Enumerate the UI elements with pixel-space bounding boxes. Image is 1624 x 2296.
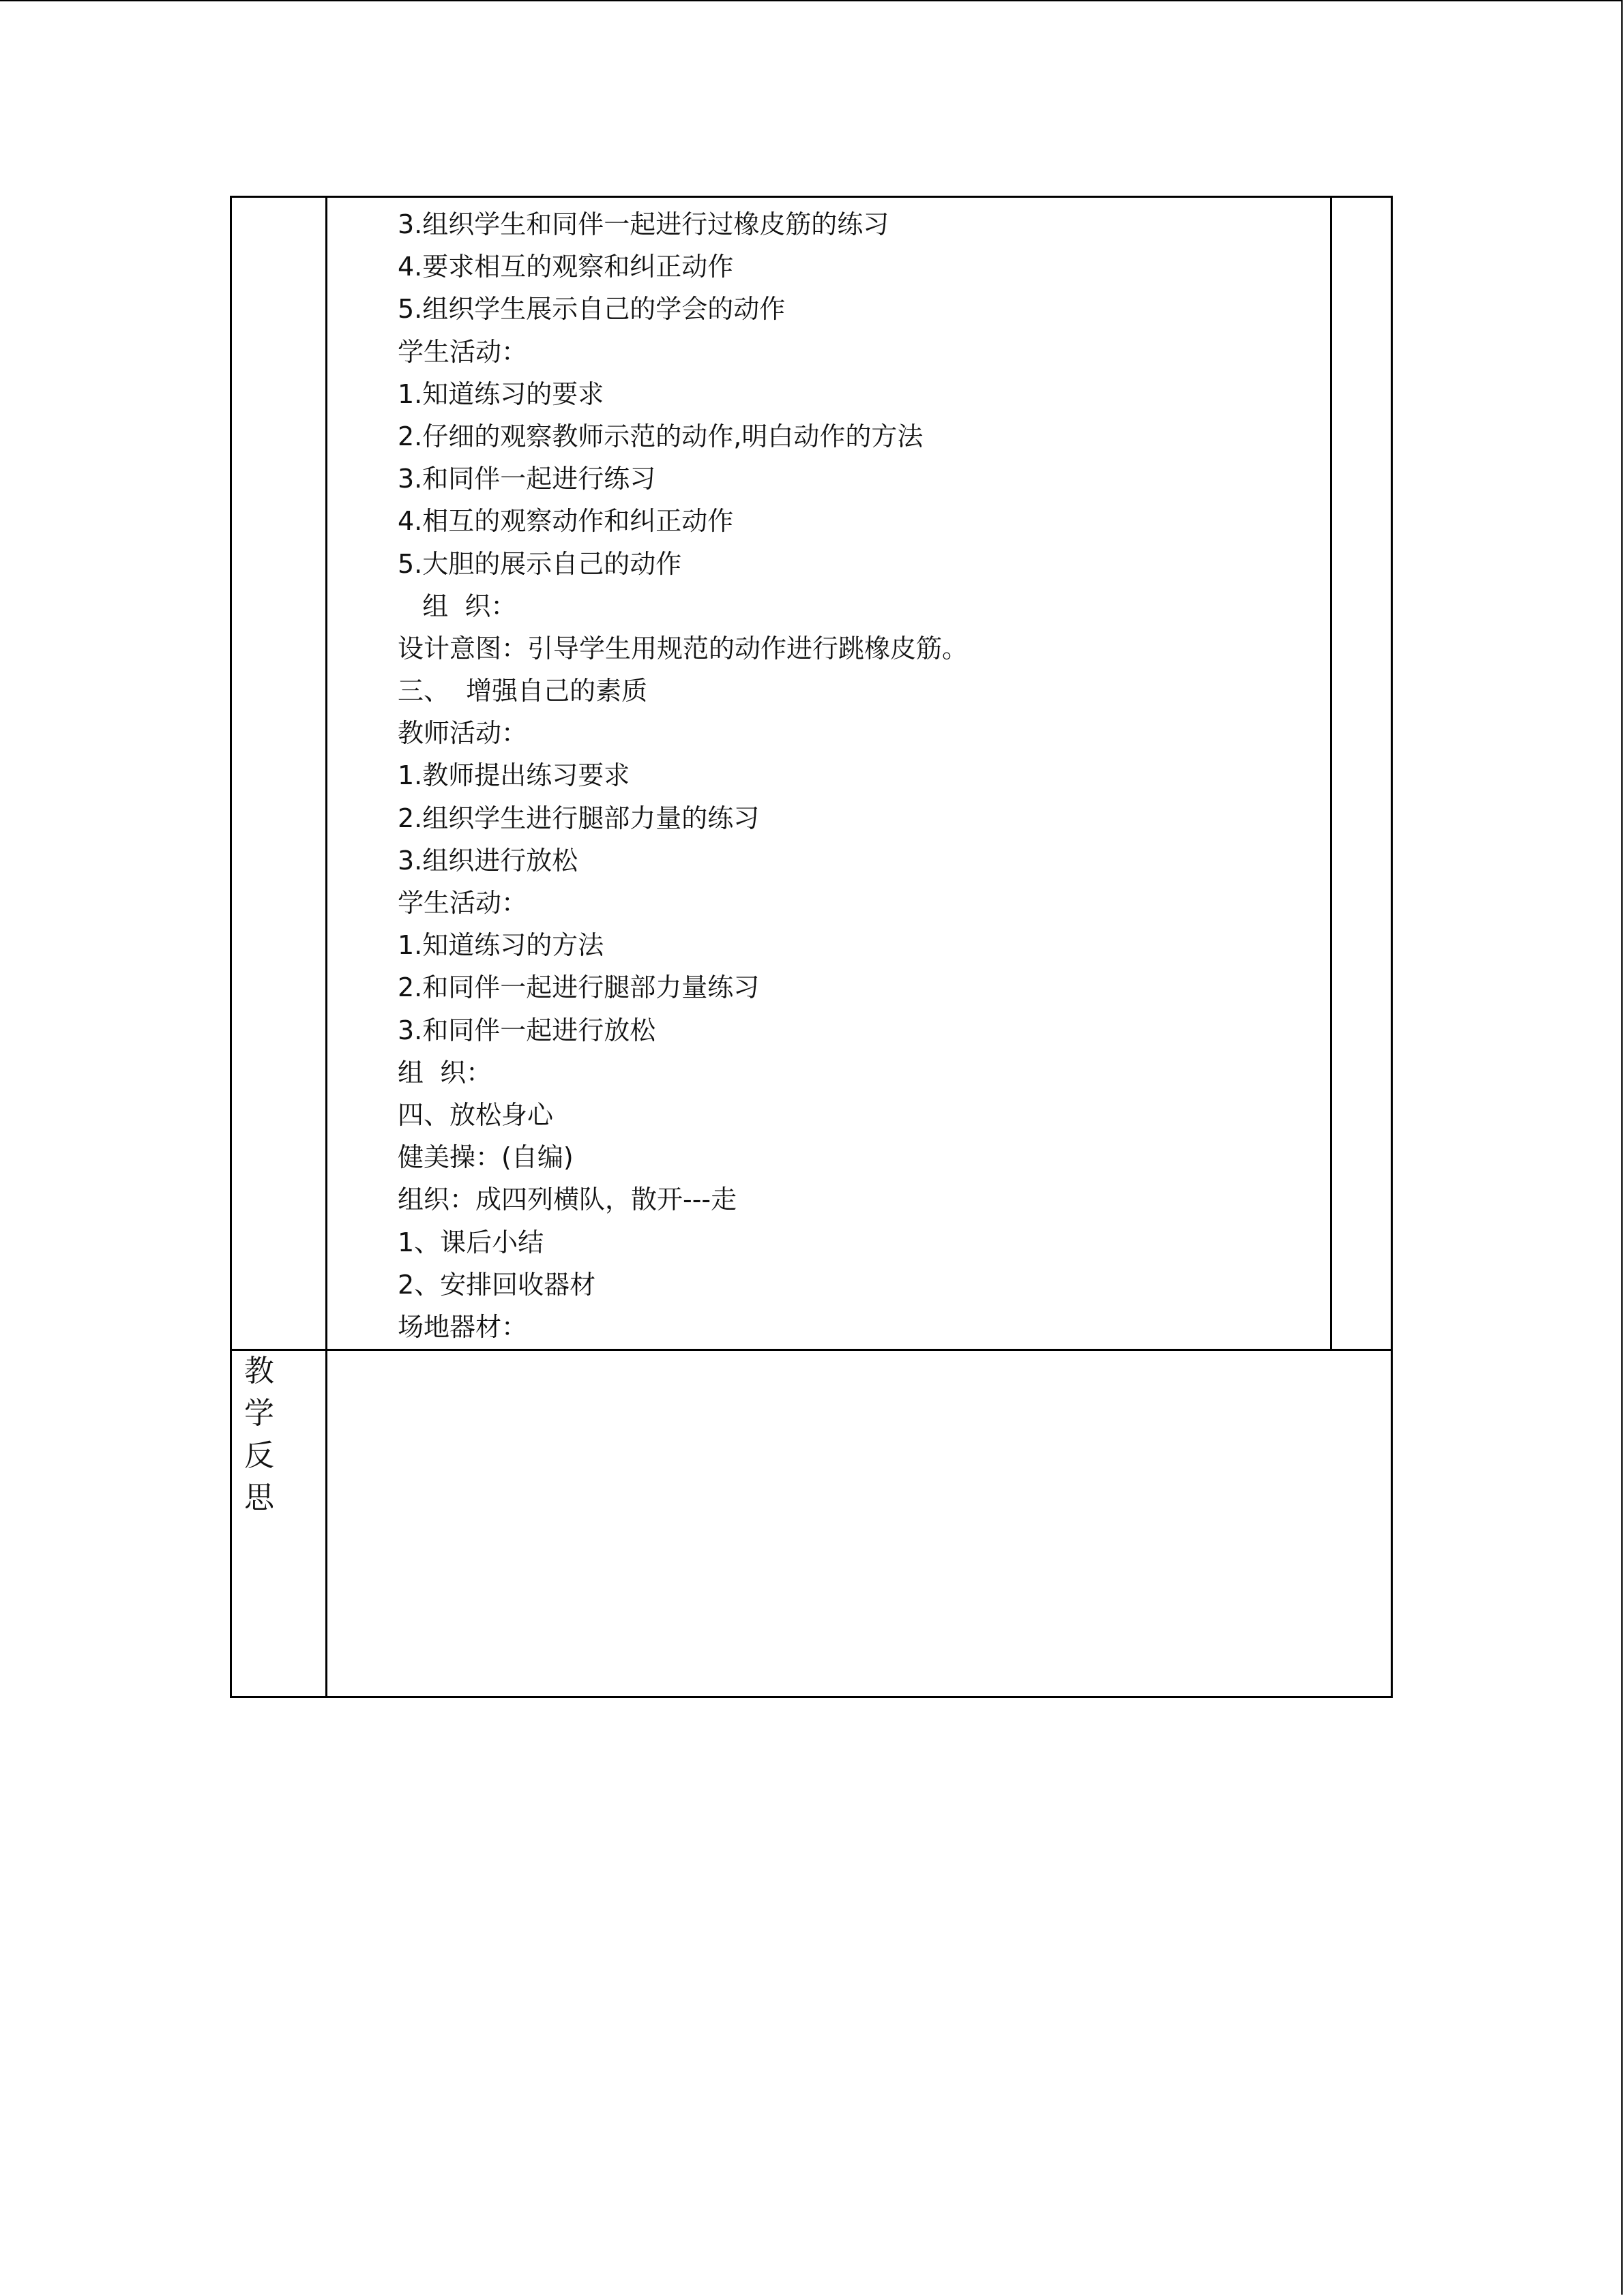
content-line: 组 织： — [398, 591, 517, 621]
lesson-plan-table — [230, 196, 1393, 1698]
label-char: 思 — [244, 1480, 274, 1515]
content-line: 健美操：(自编) — [398, 1142, 574, 1173]
teaching-process-content — [398, 203, 968, 1348]
content-line: 2、安排回收器材 — [398, 1269, 596, 1300]
content-line: 5.组织学生展示自己的学会的动作 — [398, 294, 786, 325]
content-line: 2.组织学生进行腿部力量的练习 — [398, 803, 760, 833]
content-line: 四、放松身心 — [398, 1099, 554, 1130]
teaching-reflection-label — [244, 1350, 312, 1519]
content-line: 1、课后小结 — [398, 1227, 544, 1257]
content-line: 4.要求相互的观察和纠正动作 — [398, 252, 734, 282]
content-line: 3.和同伴一起进行练习 — [398, 464, 656, 494]
content-line: 1.知道练习的要求 — [398, 378, 604, 409]
label-char: 学 — [244, 1396, 274, 1431]
content-line: 1.知道练习的方法 — [398, 930, 604, 961]
teaching-reflection-cell — [327, 1352, 1388, 1696]
content-line: 3.和同伴一起进行放松 — [398, 1015, 656, 1045]
content-line: 组织：成四列横队，散开---走 — [398, 1184, 737, 1215]
content-line: 学生活动： — [398, 336, 528, 367]
content-line: 1.教师提出练习要求 — [398, 760, 630, 791]
content-line: 2.和同伴一起进行腿部力量练习 — [398, 972, 760, 1003]
content-line: 组 织： — [398, 1057, 492, 1088]
content-line: 设计意图：引导学生用规范的动作进行跳橡皮筋。 — [398, 633, 969, 664]
content-line: 4.相互的观察动作和纠正动作 — [398, 506, 734, 537]
right-column-divider — [1330, 198, 1332, 1350]
content-line: 3.组织学生和同伴一起进行过橡皮筋的练习 — [398, 209, 889, 239]
content-line: 场地器材： — [398, 1311, 528, 1342]
label-char: 教 — [244, 1354, 274, 1388]
reflection-row-divider — [232, 1349, 1391, 1351]
content-line: 3.组织进行放松 — [398, 845, 578, 876]
content-line: 三、 增强自己的素质 — [398, 676, 648, 706]
content-line: 2.仔细的观察教师示范的动作,明白动作的方法 — [398, 421, 924, 451]
content-line: 5.大胆的展示自己的动作 — [398, 548, 682, 579]
content-line: 学生活动： — [398, 888, 528, 918]
label-char: 反 — [244, 1438, 274, 1473]
content-line: 教师活动： — [398, 718, 528, 749]
